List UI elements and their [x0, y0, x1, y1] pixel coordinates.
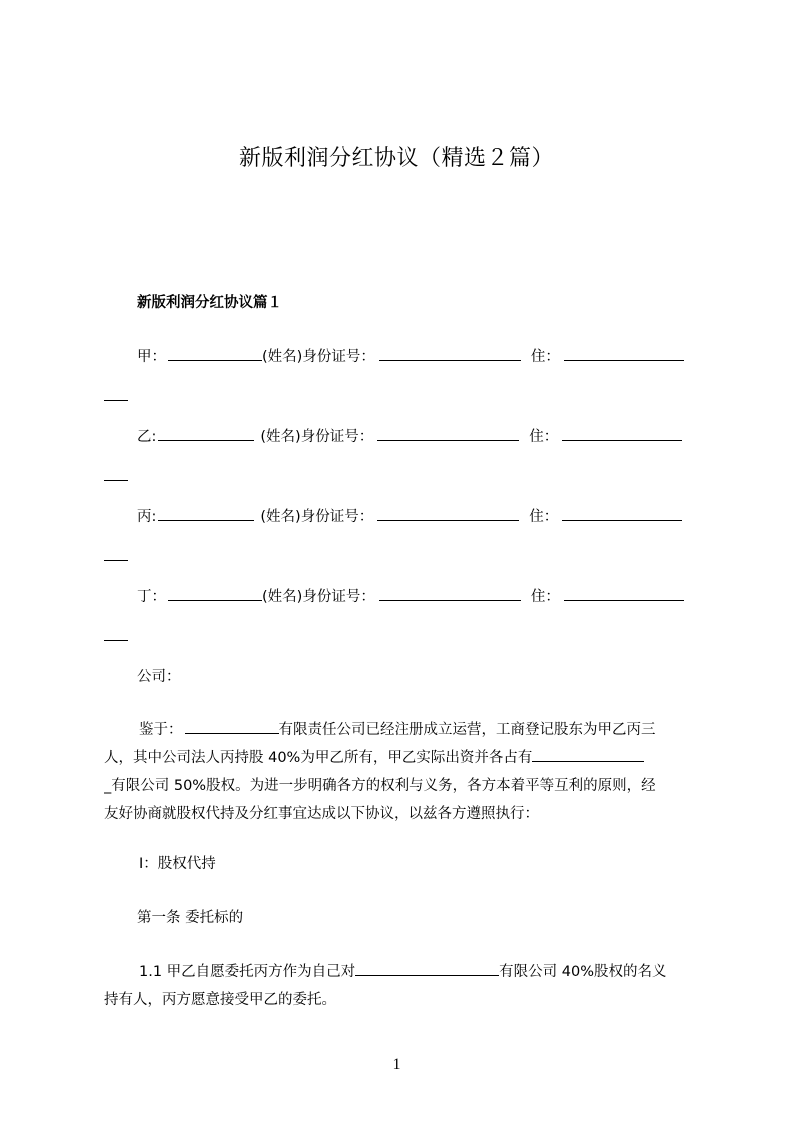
- document-title: 新版利润分红协议（精选２篇）: [238, 146, 554, 171]
- clause-1-1-line-1: [139, 960, 667, 981]
- whereas-line-3: _有限公司 50%股权。为进一步明确各方的权利与义务，各方本着平等互利的原则，经: [104, 778, 656, 794]
- clause-1-1-line-2: 持有人，丙方愿意接受甲乙的委托。: [104, 992, 336, 1008]
- whereas-line-1: [139, 718, 656, 739]
- whereas-prefix: 鉴于：: [139, 722, 183, 738]
- party-row-jia: [137, 345, 684, 366]
- clause-1-1-prefix: 1.1 甲乙自愿委托丙方作为自己对: [139, 964, 356, 980]
- whereas-line2-text: 人，其中公司法人丙持股 40%为甲乙所有，甲乙实际出资并各占有: [104, 750, 533, 766]
- id-label: (姓名)身份证号：: [262, 589, 375, 605]
- party-row-ding: [137, 585, 684, 606]
- id-label: (姓名)身份证号：: [260, 429, 374, 445]
- section-heading: 新版利润分红协议篇１: [137, 295, 282, 311]
- id-blank[interactable]: [379, 599, 521, 601]
- address-label: 住：: [529, 509, 559, 525]
- address-blank-continued[interactable]: [104, 559, 128, 561]
- address-blank-continued[interactable]: [104, 399, 128, 401]
- whereas-line1-text: 有限责任公司已经注册成立运营，工商登记股东为甲乙丙三: [278, 722, 656, 738]
- party-label: 丁：: [137, 589, 166, 605]
- address-blank[interactable]: [564, 599, 684, 601]
- id-blank[interactable]: [377, 439, 519, 441]
- party-row-bing: [137, 505, 682, 526]
- party-label: 甲：: [137, 349, 166, 365]
- address-blank[interactable]: [562, 519, 682, 521]
- address-blank-continued[interactable]: [104, 639, 128, 641]
- company-label: 公司：: [137, 669, 181, 685]
- part-heading: Ⅰ：股权代持: [139, 856, 216, 872]
- article-heading: 第一条 委托标的: [137, 910, 244, 926]
- party-row-yi: [137, 425, 682, 446]
- address-label: 住：: [530, 589, 560, 605]
- party-label: 丙:: [137, 509, 157, 525]
- name-blank[interactable]: [158, 439, 254, 441]
- address-blank[interactable]: [564, 359, 684, 361]
- address-blank-continued[interactable]: [104, 479, 128, 481]
- name-blank[interactable]: [168, 359, 262, 361]
- name-blank[interactable]: [168, 599, 262, 601]
- company-name-blank-3[interactable]: [355, 974, 499, 976]
- address-label: 住：: [529, 429, 559, 445]
- clause-1-1-suffix: 有限公司 40%股权的名义: [499, 964, 667, 980]
- id-blank[interactable]: [379, 359, 521, 361]
- company-name-blank-2[interactable]: [532, 760, 644, 762]
- whereas-line-2: [104, 746, 644, 767]
- name-blank[interactable]: [158, 519, 254, 521]
- page-number: 1: [392, 1056, 401, 1073]
- address-blank[interactable]: [562, 439, 682, 441]
- id-blank[interactable]: [377, 519, 519, 521]
- party-label: 乙:: [137, 429, 157, 445]
- id-label: (姓名)身份证号：: [260, 509, 374, 525]
- address-label: 住：: [530, 349, 560, 365]
- whereas-line-4: 友好协商就股权代持及分红事宜达成以下协议，以兹各方遵照执行：: [104, 806, 539, 822]
- company-name-blank[interactable]: [185, 732, 279, 734]
- id-label: (姓名)身份证号：: [262, 349, 375, 365]
